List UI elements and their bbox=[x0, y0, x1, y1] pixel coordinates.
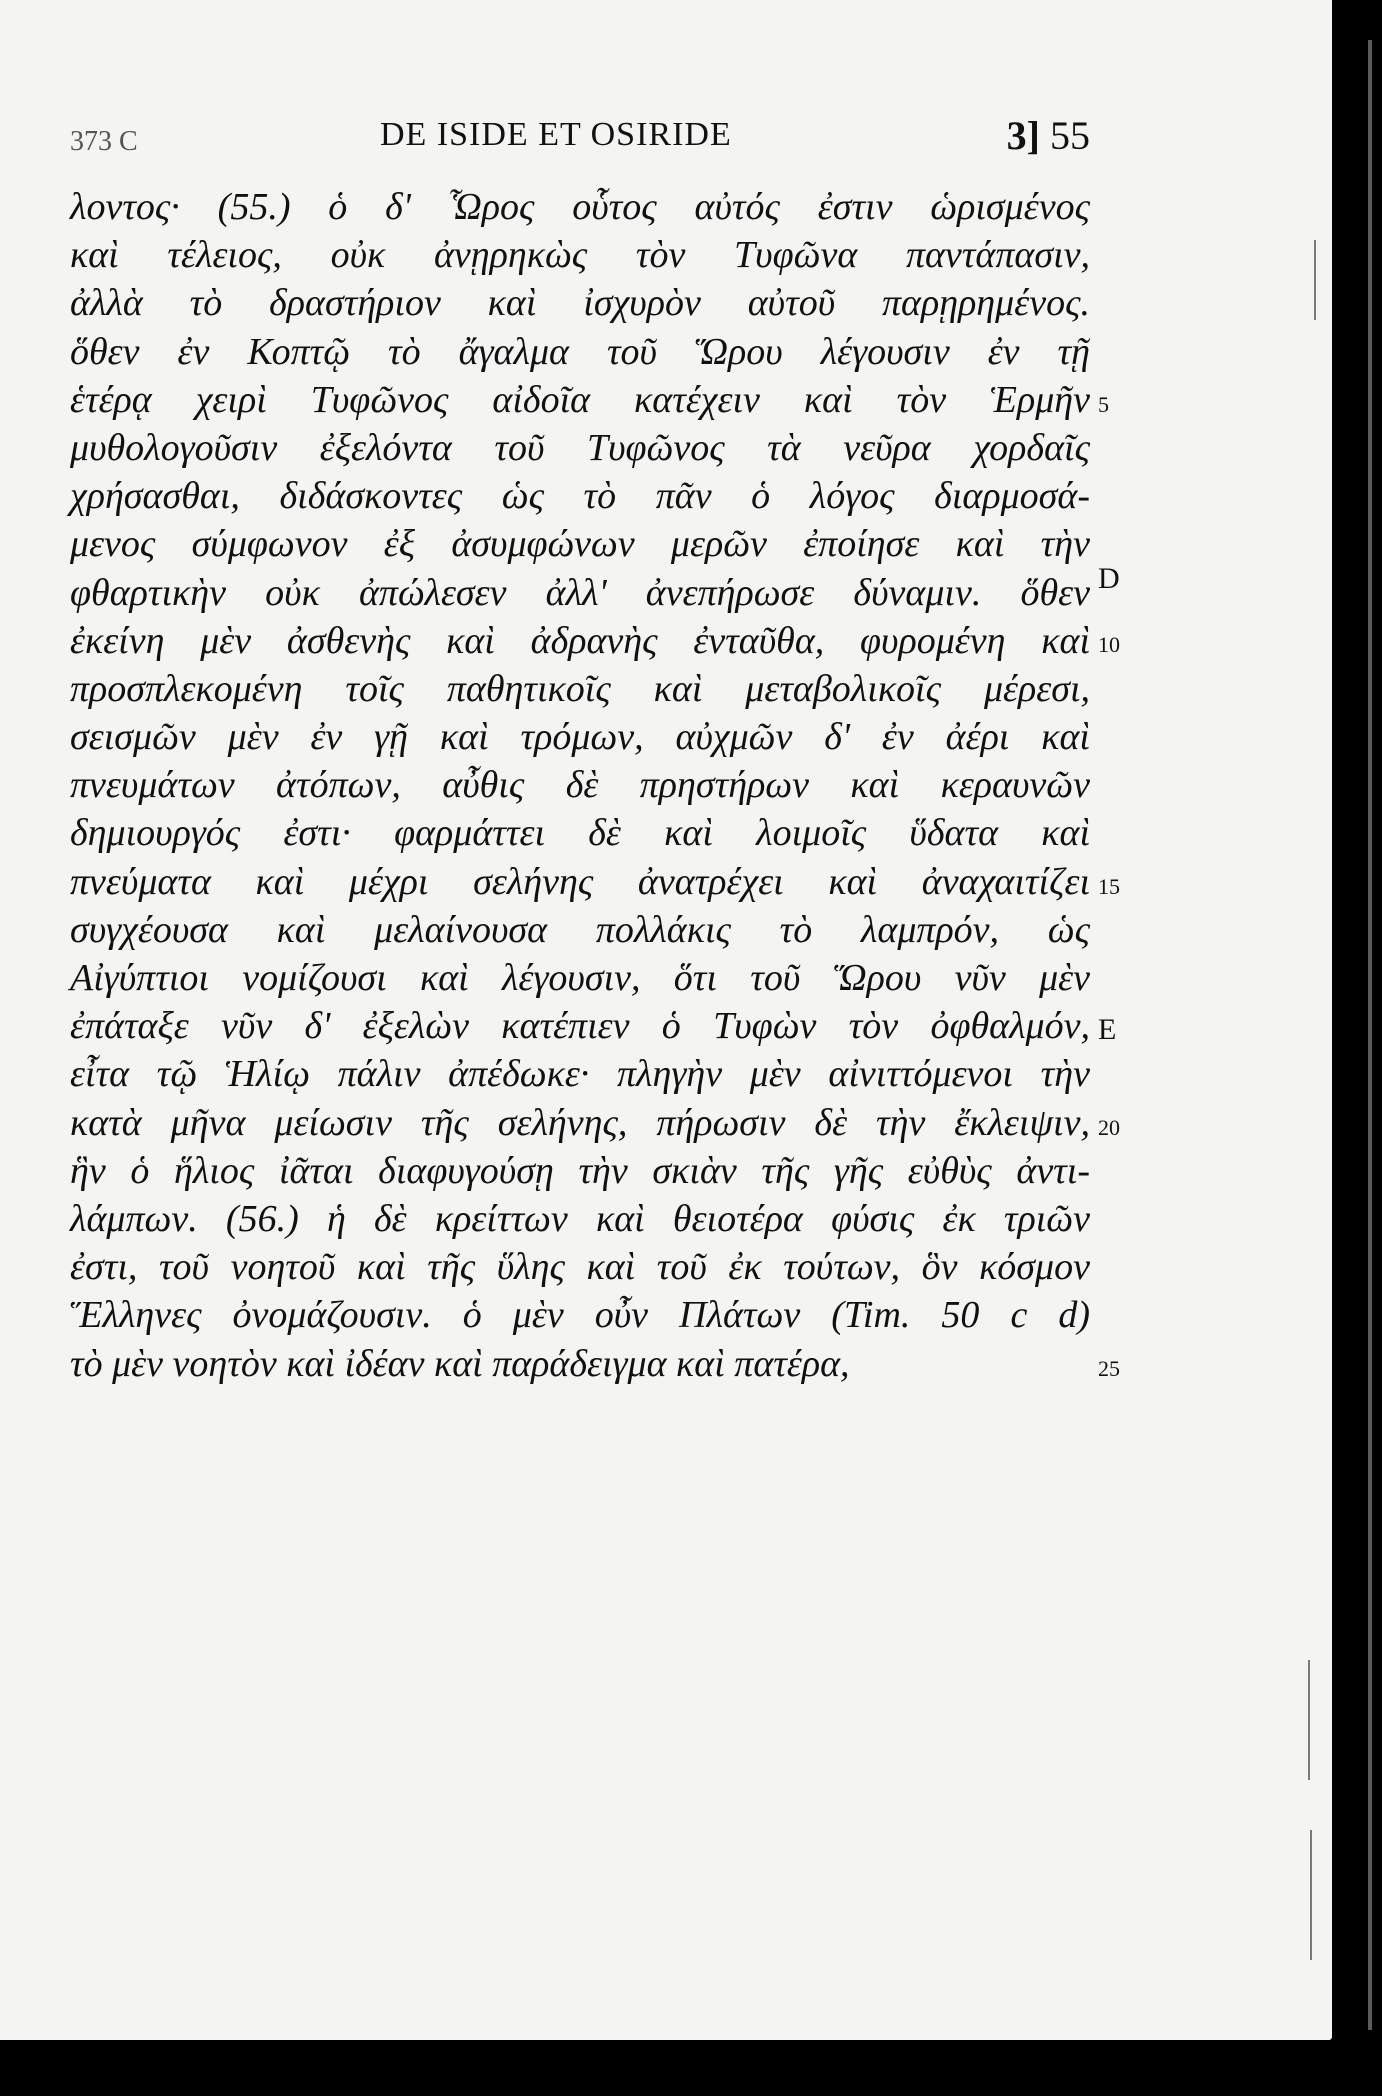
chapter-reference: 3] bbox=[1006, 113, 1040, 158]
stephanus-marker-d: D bbox=[1098, 562, 1120, 595]
page-edge-mark bbox=[1314, 240, 1316, 320]
text-line-12: σεισμῶν μὲν ἐν γῇ καὶ τρόμων, αὐχμῶν δ' ἐν ἀέρι καὶ bbox=[70, 716, 1090, 759]
text-line-9: φθαρτικὴν οὐκ ἀπώλεσεν ἀλλ' ἀνεπήρωσε δύναμιν. ὅθεν bbox=[70, 571, 1090, 614]
line-number-5: 5 bbox=[1098, 392, 1109, 417]
text-line-16: συγχέουσα καὶ μελαίνουσα πολλάκις τὸ λαμπρόν, ὡς bbox=[70, 908, 1090, 951]
text-line-23: ἐστι, τοῦ νοητοῦ καὶ τῆς ὕλης καὶ τοῦ ἐκ τούτων, ὃν κόσμον bbox=[70, 1246, 1090, 1289]
line-number-10: 10 bbox=[1098, 632, 1120, 657]
page-reference bbox=[1007, 112, 1090, 159]
text-line-8: μενος σύμφωνον ἐξ ἀσυμφώνων μερῶν ἐποίησε καὶ τὴν bbox=[70, 523, 1090, 566]
binding-edge bbox=[1368, 40, 1372, 2030]
text-line-17: Αἰγύπτιοι νομίζουσι καὶ λέγουσιν, ὅτι τοῦ Ὥρου νῦν μὲν bbox=[70, 957, 1090, 999]
chapter-number: 55 bbox=[1050, 113, 1090, 158]
text-line-7: χρήσασθαι, διδάσκοντες ὡς τὸ πᾶν ὁ λόγος διαρμοσά- bbox=[70, 475, 1090, 518]
stephanus-marker-e: E bbox=[1098, 1013, 1117, 1046]
line-number-15: 15 bbox=[1098, 874, 1120, 899]
line-number-20: 20 bbox=[1098, 1115, 1120, 1140]
text-line-6: μυθολογοῦσιν ἐξελόντα τοῦ Τυφῶνος τὰ νεῦρα χορδαῖς bbox=[70, 426, 1090, 469]
text-line-19: εἶτα τῷ Ἡλίῳ πάλιν ἀπέδωκε· πληγὴν μὲν αἰνιττόμενοι τὴν bbox=[70, 1053, 1090, 1096]
text-line-5: ἑτέρᾳ χειρὶ Τυφῶνος αἰδοῖα κατέχειν καὶ τὸν Ἑρμῆν bbox=[70, 378, 1090, 421]
text-line-22: λάμπων. (56.) ἡ δὲ κρείττων καὶ θειοτέρα φύσις ἐκ τριῶν bbox=[70, 1197, 1090, 1240]
line-number-25: 25 bbox=[1098, 1356, 1120, 1381]
running-header bbox=[70, 113, 1090, 164]
text-line-1: λοντος· (55.) ὁ δ' Ὧρος οὗτος αὐτός ἐστιν ὡρισμένος bbox=[70, 186, 1090, 228]
text-line-13: πνευμάτων ἀτόπων, αὖθις δὲ πρηστήρων καὶ κεραυνῶν bbox=[70, 764, 1090, 807]
page-edge-mark bbox=[1310, 1830, 1312, 1960]
text-line-2: καὶ τέλειος, οὐκ ἀνῃρηκὼς τὸν Τυφῶνα παντάπασιν, bbox=[70, 234, 1090, 277]
section-reference: 373 C bbox=[70, 126, 138, 157]
text-line-4: ὅθεν ἐν Κοπτῷ τὸ ἄγαλμα τοῦ Ὥρου λέγουσιν ἐν τῇ bbox=[70, 330, 1090, 373]
greek-text-body bbox=[70, 183, 1090, 1388]
text-line-14: δημιουργός ἐστι· φαρμάττει δὲ καὶ λοιμοῖς ὕδατα καὶ bbox=[70, 812, 1090, 855]
page-edge-mark bbox=[1308, 1660, 1310, 1780]
text-line-25: τὸ μὲν νοητὸν καὶ ἰδέαν καὶ παράδειγμα καὶ πατέρα, bbox=[70, 1342, 850, 1385]
text-line-21: ἣν ὁ ἥλιος ἰᾶται διαφυγούσῃ τὴν σκιὰν τῆς γῆς εὐθὺς ἀντι- bbox=[70, 1149, 1090, 1192]
text-line-10: ἐκείνη μὲν ἀσθενὴς καὶ ἀδρανὴς ἐνταῦθα, φυρομένη καὶ bbox=[70, 619, 1090, 662]
text-line-24: Ἕλληνες ὀνομάζουσιν. ὁ μὲν οὖν Πλάτων (Tim. 50 c d) bbox=[70, 1294, 1090, 1337]
running-title: DE ISIDE ET OSIRIDE bbox=[380, 116, 732, 153]
text-line-3: ἀλλὰ τὸ δραστήριον καὶ ἰσχυρὸν αὐτοῦ παρῃρημένος. bbox=[70, 282, 1090, 325]
text-line-20: κατὰ μῆνα μείωσιν τῆς σελήνης, πήρωσιν δὲ τὴν ἔκλειψιν, bbox=[70, 1101, 1090, 1144]
text-line-18: ἐπάταξε νῦν δ' ἐξελὼν κατέπιεν ὁ Τυφὼν τὸν ὀφθαλμόν, bbox=[70, 1005, 1090, 1048]
text-line-15: πνεύματα καὶ μέχρι σελήνης ἀνατρέχει καὶ ἀναχαιτίζει bbox=[70, 860, 1090, 903]
text-line-11: προσπλεκομένη τοῖς παθητικοῖς καὶ μεταβολικοῖς μέρεσι, bbox=[70, 667, 1090, 710]
